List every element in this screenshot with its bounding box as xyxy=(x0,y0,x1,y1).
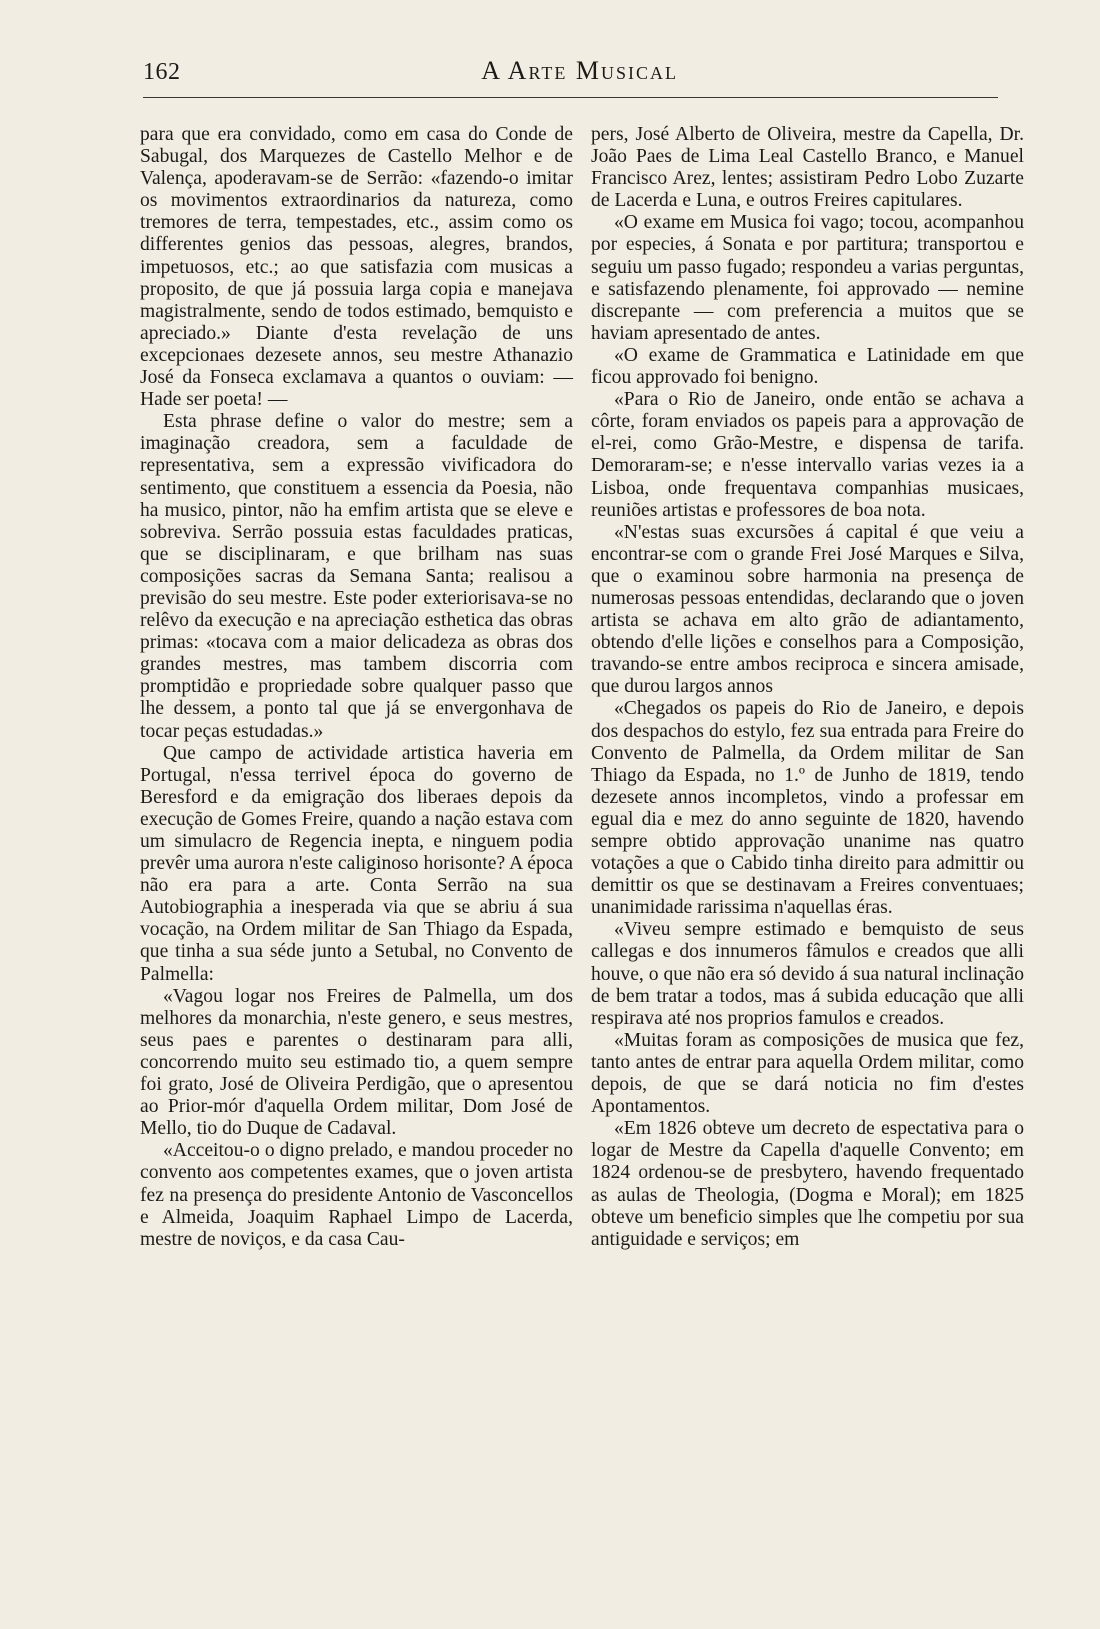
paragraph: «Em 1826 obteve um decreto de espectativa para o logar de Mestre da Capella d'aquelle Convento; em 1824 ordenou-se de presbytero, havendo frequentado as aulas de Theologia, (Dogma e Moral); em 1825 obteve um beneficio simples que lhe competiu por sua antiguidade e serviços; em xyxy=(591,1118,1024,1250)
left-column xyxy=(140,124,573,1251)
paragraph: Que campo de actividade artistica haveria em Portugal, n'essa terrivel época do governo de Beresford e da emigração dos liberaes depois da execução de Gomes Freire, quando a nação estava com um simulacro de Regencia inepta, e ninguem podia prevêr uma aurora n'este caliginoso horisonte? A época não era para a arte. Conta Serrão na sua Autobiographia a inesperada via que se abriu á sua vocação, na Ordem militar de San Thiago da Espada, que tinha a sua séde junto a Setubal, no Convento de Palmella: xyxy=(140,742,573,985)
paragraph: «O exame de Grammatica e Latinidade em que ficou approvado foi benigno. xyxy=(591,344,1024,389)
paragraph: «Para o Rio de Janeiro, onde então se achava a côrte, foram enviados os papeis para a approvação de el-rei, como Grão-Mestre, e dispensa de tarifa. Demoraram-se; e n'esse intervallo varias vezes ia a Lisboa, onde frequentava companhias musicaes, reuniões artistas e professores de boa nota. xyxy=(591,389,1024,521)
paragraph: pers, José Alberto de Oliveira, mestre da Capella, Dr. João Paes de Lima Leal Castello Branco, e Manuel Francisco Arez, lentes; assistiram Pedro Lobo Zuzarte de Lacerda e Luna, e outros Freires capitulares. xyxy=(591,124,1024,212)
paragraph: «Acceitou-o o digno prelado, e mandou proceder no convento aos competentes exames, que o joven artista fez na presença do presidente Antonio de Vasconcellos e Almeida, Joaquim Raphael Limpo de Lacerda, mestre de noviços, e da casa Cau- xyxy=(140,1140,573,1250)
paragraph: «O exame em Musica foi vago; tocou, acompanhou por especies, á Sonata e por partitura; transportou e seguiu um passo fugado; respondeu a varias perguntas, e satisfazendo plenamente, foi approvado — nemine discrepante — com preferencia a muitos que se haviam apresentado de antes. xyxy=(591,212,1024,344)
paragraph: «Vagou logar nos Freires de Palmella, um dos melhores da monarchia, n'este genero, e seus mestres, seus paes e parentes o destinaram para alli, concorrendo muito seu estimado tio, a quem sempre foi grato, José de Oliveira Perdigão, que o apresentou ao Prior-mór d'aquella Ordem militar, Dom José de Mello, tio do Duque de Cadaval. xyxy=(140,985,573,1140)
right-column xyxy=(591,124,1024,1251)
running-title: A Arte Musical xyxy=(481,56,678,85)
paragraph: «Viveu sempre estimado e bemquisto de seus callegas e dos innumeros fâmulos e creados que alli houve, o que não era só devido á sua natural inclinação de bem tratar a todos, mas á subida educação que alli respirava até nos proprios famulos e creados. xyxy=(591,919,1024,1029)
paragraph: «N'estas suas excursões á capital é que veiu a encontrar-se com o grande Frei José Marques e Silva, que o examinou sobre harmonia na presença de numerosas pessoas entendidas, declarando que o joven artista se achava em alto grão de adiantamento, obtendo d'elle lições e conselhos para a Composição, travando-se entre ambos reciproca e sincera amisade, que durou largos annos xyxy=(591,521,1024,698)
paragraph: «Muitas foram as composições de musica que fez, tanto antes de entrar para aquella Ordem militar, como depois, de que se dará noticia no fim d'estes Apontamentos. xyxy=(591,1029,1024,1118)
paragraph: para que era convidado, como em casa do Conde de Sabugal, dos Marquezes de Castello Melhor e de Valença, apoderavam-se de Serrão: «fazendo-o imitar os movimentos extraordinarios da natureza, como tremores de terra, tempestades, etc., assim como os differentes genios das pessoas, alegres, brandos, impetuosos, etc.; ao que satisfazia com musicas a proposito, de que já possuia larga copia e manejava magistralmente, sendo de todos estimado, bemquisto e apreciado.» Diante d'esta revelação de uns excepcionaes dezesete annos, seu mestre Athanazio José da Fonseca exclamava a quantos o ouviam: — Hade ser poeta! — xyxy=(140,124,573,411)
page-header xyxy=(143,56,998,90)
page-number: 162 xyxy=(143,59,181,85)
paragraph: «Chegados os papeis do Rio de Janeiro, e depois dos despachos do estylo, fez sua entrada para Freire do Convento de Palmella, da Ordem militar de San Thiago da Espada, no 1.º de Junho de 1819, tendo dezesete annos incompletos, vindo a professar em egual dia e mez do anno seguinte de 1820, havendo sempre obtido approvação unanime nas quatro votações a que o Cabido tinha direito para admittir ou demittir os que se destinavam a Freires conventuaes; unanimidade rarissima n'aquellas éras. xyxy=(591,698,1024,919)
header-rule xyxy=(143,97,998,98)
paragraph: Esta phrase define o valor do mestre; sem a imaginação creadora, sem a faculdade de representativa, sem a expressão vivificadora do sentimento, que constituem a essencia da Poesia, não ha musico, pintor, não ha emfim artista que se eleve e sobreviva. Serrão possuia estas faculdades praticas, que se disciplinaram, e que brilham nas suas composições sacras da Semana Santa; realisou a previsão do seu mestre. Este poder exteriorisava-se no relêvo da execução e na apreciação esthetica das obras primas: «tocava com a maior delicadeza as obras dos grandes mestres, mas tambem discorria com promptidão e propriedade sobre qualquer passo que lhe dessem, a ponto tal que já se envergonhava de tocar peças estudadas.» xyxy=(140,411,573,742)
